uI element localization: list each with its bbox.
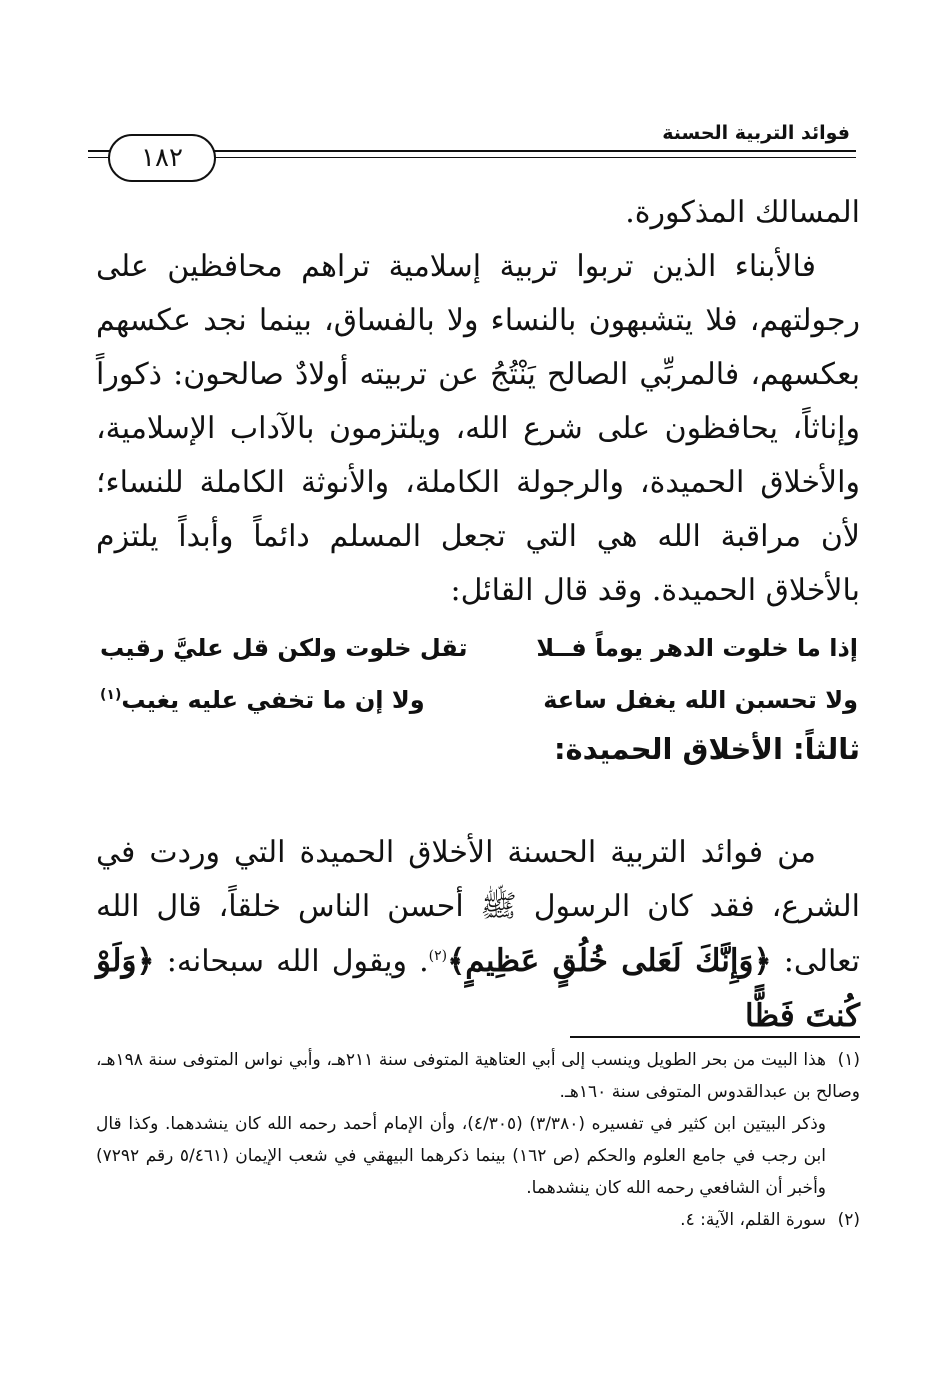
- footnote-separator: [570, 1036, 860, 1038]
- footnotes: [96, 1044, 860, 1236]
- section-text: [96, 796, 860, 1074]
- poem-verse-2: [100, 674, 858, 726]
- paragraph-2: فالأبناء الذين تربوا تربية إسلامية تراهم محافظين على رجولتهم، فلا يتشبهون بالنساء ولا بالفساق، بينما نجد عكسهم بعكسهم، فالمربِّي الصالح يَنْتُجُ عن تربيته أولادٌ صالحون: ذكوراً وإناثاً، يحافظون على شرع الله، ويلتزمون بالآداب الإسلامية، والأخلاق الحميدة، والرجولة الكاملة، والأنوثة الكاملة للنساء؛ لأن مراقبة الله هي التي تجعل المسلم دائماً وأبداً يلتزم بالأخلاق الحميدة. وقد قال القائل:: [96, 249, 860, 608]
- footnote-1-text: هذا البيت من بحر الطويل وينسب إلى أبي العتاهية المتوفى سنة ٢١١هـ، وأبي نواس المتوفى سنة ١٩٨هـ، وصالح بن عبدالقدوس المتوفى سنة ١٦٠هـ.: [96, 1050, 860, 1102]
- quran-verse-1: ﴿وَإِنَّكَ لَعَلى خُلُقٍ عَظِيمٍ﴾: [447, 943, 772, 979]
- footnote-1-continued: وذكر البيتين ابن كثير في تفسيره (٣/٣٨٠) (٤/٣٠٥)، وأن الإمام أحمد رحمه الله كان ينشدهما. وكذا قال ابن رجب في جامع العلوم والحكم (ص ١٦٢) بينما ذكرهما البيهقي في شعب الإيمان (٥/٤٦١ رقم ٧٢٩٢) وأخبر أن الشافعي رحمه الله كان ينشدهما.: [96, 1114, 826, 1198]
- verse-1-first-hemistich: إذا ما خلوت الدهر يوماً فــلا: [536, 634, 858, 662]
- footnote-1-number: (١): [837, 1050, 861, 1070]
- poem: [100, 622, 858, 726]
- verse-2-second-hemistich: ولا إن ما تخفي عليه يغيب: [121, 686, 425, 714]
- page-number: ١٨٢: [108, 134, 216, 182]
- footnote-2-text: سورة القلم، الآية: ٤.: [680, 1210, 826, 1230]
- paragraph-3-continuation: . ويقول الله سبحانه:: [166, 944, 429, 979]
- paragraph-3: [96, 826, 860, 1044]
- footnote-2-number: (٢): [837, 1210, 860, 1230]
- footnote-ref-2: (٢): [428, 948, 448, 964]
- footnote-1: [96, 1044, 860, 1108]
- running-title: فوائد التربية الحسنة: [662, 122, 850, 144]
- paragraph-1: المسالك المذكورة.: [625, 195, 860, 230]
- footnote-2: [96, 1204, 860, 1236]
- footnote-ref-1: (١): [100, 687, 122, 703]
- section-heading: ثالثاً: الأخلاق الحميدة:: [553, 732, 860, 766]
- verse-2-first-hemistich: ولا تحسبن الله يغفل ساعة: [543, 686, 858, 714]
- paragraph-3-text: من فوائد التربية الحسنة الأخلاق الحميدة التي وردت في الشرع، فقد كان الرسول ﷺ أحسن الناس خلقاً، قال الله تعالى:: [96, 835, 860, 979]
- main-text: [96, 186, 860, 618]
- quran-verse-2: ﴿وَلَوْ كُنتَ فَظًّا: [96, 943, 860, 1034]
- verse-2-second-hemistich-wrap: [100, 674, 425, 726]
- verse-1-second-hemistich: تقل خلوت ولكن قل عليَّ رقيب: [100, 634, 468, 662]
- poem-verse-1: [100, 622, 858, 674]
